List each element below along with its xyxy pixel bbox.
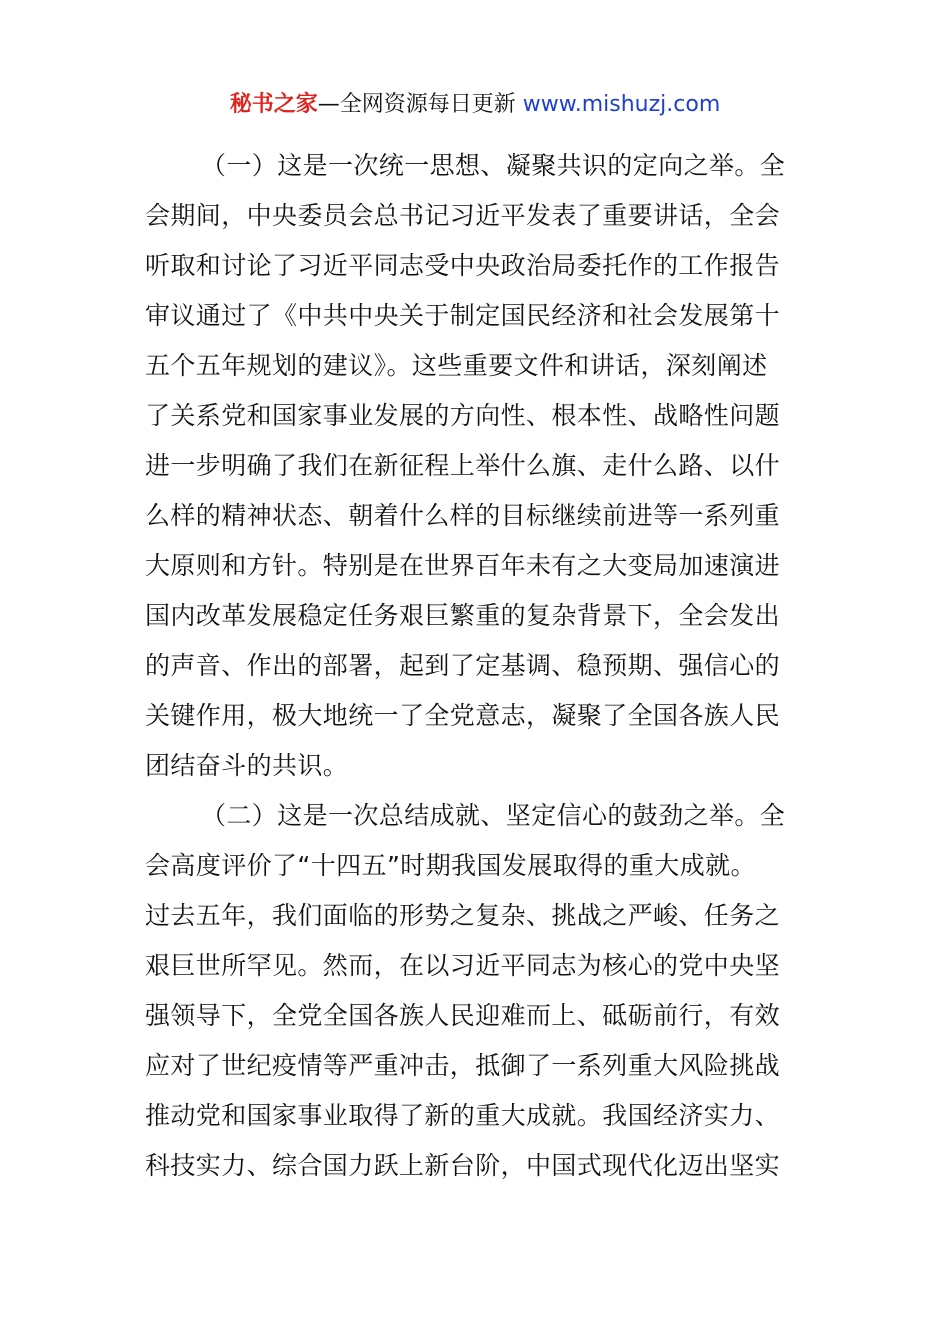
text-line: 么样的精神状态、朝着什么样的目标继续前进等一系列重 (145, 501, 781, 530)
text-line: 科技实力、综合国力跃上新台阶，中国式现代化迈出坚实 (145, 1151, 781, 1180)
text-line: 进一步明确了我们在新征程上举什么旗、走什么路、以什 (145, 451, 781, 480)
paragraph-2 (145, 791, 810, 1191)
text-line: 强领导下，全党全国各族人民迎难而上、砥砺前行，有效 (145, 1001, 781, 1030)
text-line: 大原则和方针。特别是在世界百年未有之大变局加速演进 (145, 551, 781, 580)
text-line: 团结奋斗的共识。 (145, 751, 349, 780)
header-tagline: —全网资源每日更新 (317, 92, 523, 117)
text-line: 五个五年规划的建议》。这些重要文件和讲话，深刻阐述 (145, 351, 768, 380)
text-line: 听取和讨论了习近平同志受中央政治局委托作的工作报告 (145, 251, 781, 280)
text-line: 过去五年，我们面临的形势之复杂、挑战之严峻、任务之 (145, 901, 781, 930)
text-line: 会期间，中央委员会总书记习近平发表了重要讲话，全会 (145, 201, 781, 230)
paragraph-1 (145, 141, 810, 791)
text-line: 会高度评价了“十四五”时期我国发展取得的重大成就。 (145, 851, 756, 880)
text-line: 推动党和国家事业取得了新的重大成就。我国经济实力、 (145, 1101, 781, 1130)
text-line: 应对了世纪疫情等严重冲击，抵御了一系列重大风险挑战 (145, 1051, 781, 1080)
text-line: 审议通过了《中共中央关于制定国民经济和社会发展第十 (145, 301, 781, 330)
document-body (145, 141, 810, 1191)
text-line: 国内改革发展稳定任务艰巨繁重的复杂背景下，全会发出 (145, 601, 781, 630)
text-line: 的声音、作出的部署，起到了定基调、稳预期、强信心的 (145, 651, 781, 680)
text-line: （二）这是一次总结成就、坚定信心的鼓劲之举。全 (201, 801, 786, 830)
page-header (0, 88, 950, 122)
text-line: 关键作用，极大地统一了全党意志，凝聚了全国各族人民 (145, 701, 781, 730)
site-url-link[interactable]: www.mishuzj.com (522, 92, 721, 117)
text-line: 艰巨世所罕见。然而，在以习近平同志为核心的党中央坚 (145, 951, 781, 980)
text-line: （一）这是一次统一思想、凝聚共识的定向之举。全 (201, 151, 786, 180)
text-line: 了关系党和国家事业发展的方向性、根本性、战略性问题 (145, 401, 781, 430)
brand-name: 秘书之家 (229, 92, 318, 117)
